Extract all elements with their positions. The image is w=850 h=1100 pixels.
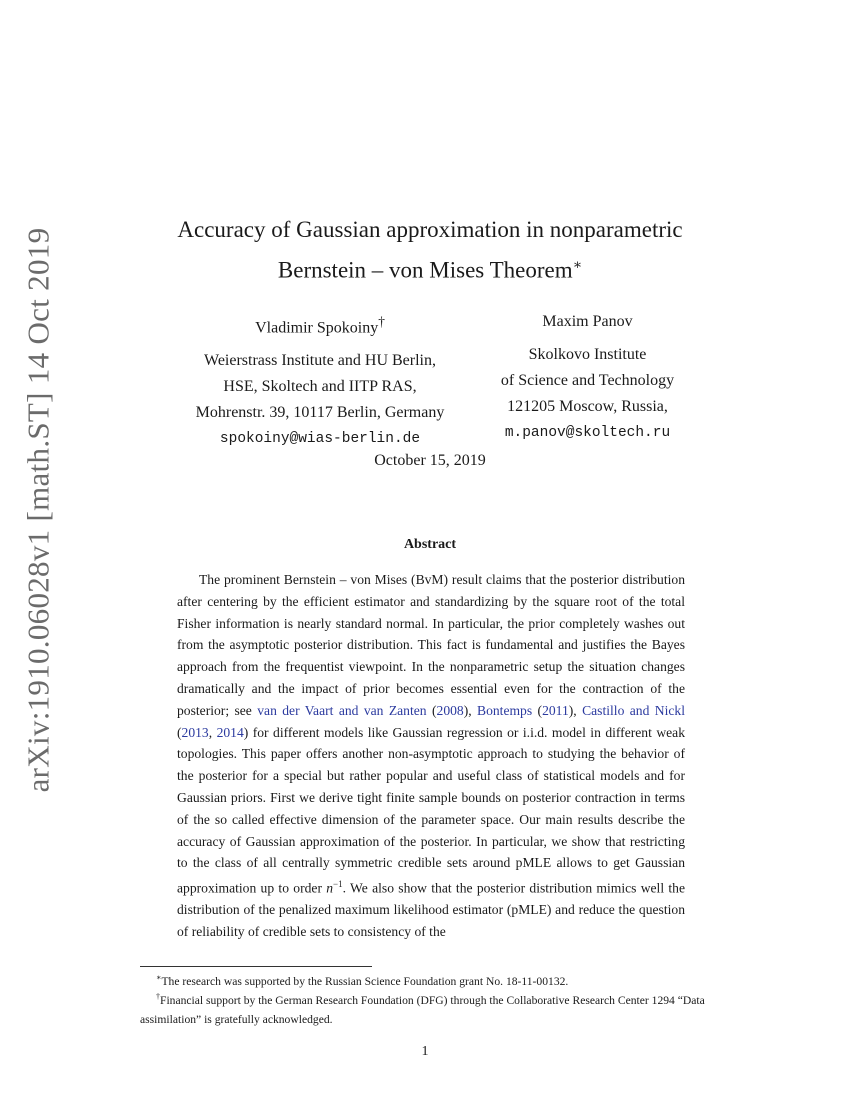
author-email[interactable]: m.panov@skoltech.ru [504, 425, 671, 441]
footnote-mark: ∗ [156, 973, 162, 982]
author-block-spokoiny [170, 309, 470, 452]
author-name: Maxim Panov [542, 313, 633, 330]
title-line-2: Bernstein – von Mises Theorem [277, 257, 573, 283]
affiliation-line: Skolkovo Institute [528, 346, 647, 363]
footnote-mark: † [156, 992, 160, 1001]
citation-link[interactable]: Bontemps [477, 702, 533, 718]
affiliation-line: 121205 Moscow, Russia, [507, 398, 668, 415]
paper-title [140, 212, 720, 289]
author-block-panov [480, 309, 695, 446]
math-n: n [326, 880, 334, 896]
affiliation-line: HSE, Skoltech and IITP RAS, [223, 378, 417, 396]
citation-year-link[interactable]: 2014 [216, 724, 244, 740]
author-name: Vladimir Spokoiny† [255, 314, 385, 337]
citation-year-link[interactable]: 2008 [436, 702, 464, 718]
affiliation-line: Mohrenstr. 39, 10117 Berlin, Germany [195, 404, 445, 422]
author-footnote-mark: † [378, 314, 385, 329]
title-footnote-mark: ∗ [572, 258, 583, 273]
citation-year-link[interactable]: 2013 [181, 724, 209, 740]
math-exponent: −1 [333, 879, 343, 890]
title-line-1: Accuracy of Gaussian approximation in nonparametric [177, 217, 683, 242]
arxiv-sidebar [8, 227, 68, 793]
page-number: 1 [421, 1044, 429, 1059]
citation-link[interactable]: van der Vaart and van Zanten [257, 702, 427, 718]
citation-link[interactable]: Castillo and Nickl [582, 702, 685, 718]
affiliation-line: of Science and Technology [500, 372, 675, 389]
abstract-heading: Abstract [403, 537, 457, 552]
citation-year-link[interactable]: 2011 [542, 702, 569, 718]
footnote-text: The research was supported by the Russian Science Foundation grant No. 18-11-00132. [161, 974, 569, 988]
footnote-text: Financial support by the German Research Foundation (DFG) through the Collaborative Research Center 1294 “Data assimilation” is gratefully acknowledged. [140, 993, 705, 1026]
footnote-2 [140, 987, 725, 1029]
footnote-rule [140, 966, 372, 967]
arxiv-identifier: arXiv:1910.06028v1 [math.ST] 14 Oct 2019 [20, 227, 56, 793]
author-email[interactable]: spokoiny@wias-berlin.de [219, 431, 421, 448]
abstract-body: The prominent Bernstein – von Mises (BvM) result claims that the posterior distribution after centering by the efficient estimator and standardizing by the square root of the total Fisher information is nearly standard normal. In particular, the prior completely washes out from the asymptotic posterior distribution. This fact is fundamental and justifies the Bayes approach from the frequentist viewpoint. In the nonparametric setup the situation changes dramatically and the impact of prior becomes essential even for the contraction of the posterior; see van der Vaart and van Zanten (2008), Bontemps (2011), Castillo and Nickl (2013, 2014) for different models like Gaussian regression or i.i.d. model in different weak topologies. This paper offers another non-asymptotic approach to studying the behavior of the posterior for a special but rather popular and useful class of statistical models and for Gaussian priors. First we derive tight finite sample bounds on posterior contraction in terms of the so called effective dimension of the parameter space. Our main results describe the accuracy of Gaussian approximation of the posterior. In particular, we show that restricting to the class of all centrally symmetric credible sets around pMLE allows to get Gaussian approximation up to order $n^{-1}$. We also show that the posterior distribution mimics well the distribution of the penalized maximum likelihood estimator (pMLE) and reduce the question of reliability of credible sets to consistency of the [177, 572, 686, 940]
paper-date: October 15, 2019 [374, 452, 486, 469]
affiliation-line: Weierstrass Institute and HU Berlin, [204, 352, 436, 370]
